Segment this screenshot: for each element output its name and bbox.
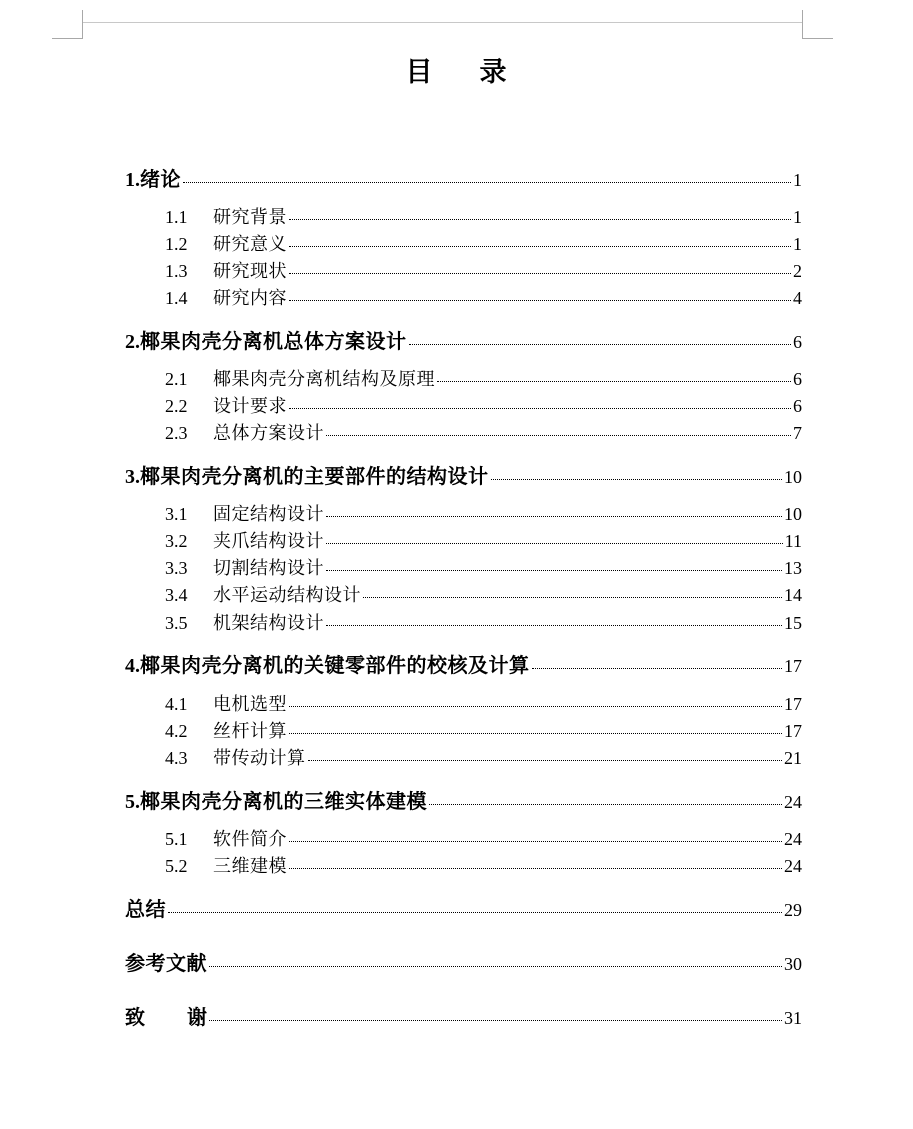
toc-page-number: 10 [784, 467, 802, 487]
toc-leader-dots [289, 245, 791, 247]
toc-label: 带传动计算 [213, 748, 306, 769]
toc-label: 丝杆计算 [213, 721, 287, 742]
toc-entry-4[interactable] [125, 649, 802, 678]
toc-label-char-2: 谢 [187, 1005, 207, 1029]
toc-page-number: 24 [784, 792, 802, 812]
toc-entry-2-3[interactable] [125, 419, 802, 445]
toc-number: 1. [125, 169, 140, 191]
toc-number: 3.1 [165, 504, 188, 524]
toc-label: 研究意义 [213, 234, 287, 255]
toc-page-number: 30 [784, 954, 802, 974]
toc-label: 椰果肉壳分离机总体方案设计 [140, 329, 407, 353]
toc-leader-dots [491, 478, 783, 480]
toc-label: 研究背景 [213, 207, 287, 228]
toc-leader-dots [289, 299, 791, 301]
toc-leader-dots [308, 759, 783, 761]
toc-entry-2-1[interactable] [125, 365, 802, 391]
toc-label-char-1: 致 [125, 1005, 145, 1029]
toc-page-number: 31 [784, 1008, 802, 1028]
toc-label: 参考文献 [125, 951, 207, 975]
toc-number: 4.3 [165, 748, 188, 768]
toc-number: 4.2 [165, 721, 188, 741]
toc-leader-dots [289, 705, 782, 707]
toc-leader-dots [437, 380, 791, 382]
toc-number: 1.2 [165, 234, 188, 254]
toc-leader-dots [289, 218, 791, 220]
toc-page-number: 17 [784, 721, 802, 741]
toc-leader-dots [209, 965, 782, 967]
toc-page-number: 13 [784, 558, 802, 578]
toc-number: 1.1 [165, 207, 188, 227]
toc-label: 研究现状 [213, 261, 287, 282]
toc-leader-dots [289, 840, 782, 842]
toc-entry-acknowledgements[interactable] [125, 1001, 802, 1030]
toc-leader-dots [289, 407, 791, 409]
toc-entry-3-4[interactable] [125, 581, 802, 607]
toc-entry-summary[interactable] [125, 893, 802, 922]
toc-entry-1-1[interactable] [125, 203, 802, 229]
toc-leader-dots [326, 624, 782, 626]
toc-entry-1[interactable] [125, 163, 802, 192]
page-title [0, 50, 913, 89]
toc-number: 5.1 [165, 829, 188, 849]
title-char-2: 录 [479, 57, 508, 88]
toc-label: 椰果肉壳分离机的关键零部件的校核及计算 [140, 653, 530, 677]
toc-leader-dots [363, 596, 782, 598]
toc-number: 5. [125, 791, 140, 813]
toc-label: 总结 [125, 897, 166, 921]
toc-number: 1.3 [165, 261, 188, 281]
toc-label: 研究内容 [213, 288, 287, 309]
toc-page-number: 29 [784, 900, 802, 920]
toc-label: 椰果肉壳分离机的主要部件的结构设计 [140, 464, 489, 488]
toc-entry-4-2[interactable] [125, 717, 802, 743]
toc-page-number: 6 [793, 369, 802, 389]
toc-number: 4. [125, 655, 140, 677]
toc-page-number: 17 [784, 656, 802, 676]
toc-leader-dots [409, 343, 792, 345]
toc-label: 绪论 [140, 167, 181, 191]
toc-entry-5-2[interactable] [125, 852, 802, 878]
toc-page-number: 14 [784, 585, 802, 605]
toc-label: 夹爪结构设计 [213, 531, 324, 552]
toc-page-number: 1 [793, 207, 802, 227]
crop-mark-right-horizontal [802, 38, 833, 39]
toc-leader-dots [289, 867, 782, 869]
toc-page-number: 7 [793, 423, 802, 443]
toc-page-number: 24 [784, 856, 802, 876]
toc-number: 2.2 [165, 396, 188, 416]
toc-entry-1-3[interactable] [125, 257, 802, 283]
toc-leader-dots [168, 911, 782, 913]
toc-entry-5[interactable] [125, 785, 802, 814]
toc-page-number: 15 [784, 613, 802, 633]
toc-page-number: 24 [784, 829, 802, 849]
crop-mark-left-horizontal [52, 38, 83, 39]
toc-entry-4-1[interactable] [125, 690, 802, 716]
toc-entry-3-3[interactable] [125, 554, 802, 580]
crop-mark-left-vertical [82, 10, 83, 39]
toc-page-number: 17 [784, 694, 802, 714]
toc-entry-3-5[interactable] [125, 609, 802, 635]
toc-label: 椰果肉壳分离机结构及原理 [213, 369, 435, 390]
toc-number: 3.4 [165, 585, 188, 605]
toc-page-number: 10 [784, 504, 802, 524]
toc-number: 2. [125, 331, 140, 353]
toc-label: 水平运动结构设计 [213, 585, 361, 606]
toc-number: 4.1 [165, 694, 188, 714]
toc-leader-dots [429, 803, 782, 805]
toc-page-number: 1 [793, 234, 802, 254]
toc-label: 固定结构设计 [213, 504, 324, 525]
crop-mark-right-vertical [802, 10, 803, 39]
toc-label [125, 1001, 207, 1030]
toc-entry-2[interactable] [125, 325, 802, 354]
toc-label: 软件简介 [213, 829, 287, 850]
toc-entry-3[interactable] [125, 460, 802, 489]
toc-label: 切割结构设计 [213, 558, 324, 579]
toc-leader-dots [326, 515, 782, 517]
toc-leader-dots [289, 272, 791, 274]
toc-leader-dots [183, 181, 791, 183]
toc-entry-references[interactable] [125, 947, 802, 976]
toc-number: 5.2 [165, 856, 188, 876]
toc-number: 2.1 [165, 369, 188, 389]
toc-number: 3. [125, 466, 140, 488]
toc-page-number: 2 [793, 261, 802, 281]
header-rule [83, 22, 802, 23]
toc-page-number: 6 [793, 332, 802, 352]
toc-page-number: 6 [793, 396, 802, 416]
toc-entry-5-1[interactable] [125, 825, 802, 851]
toc-number: 3.2 [165, 531, 188, 551]
toc-number: 3.5 [165, 613, 188, 633]
toc-leader-dots [532, 667, 783, 669]
toc-label: 机架结构设计 [213, 613, 324, 634]
toc-page-number: 11 [784, 531, 802, 551]
toc-label: 椰果肉壳分离机的三维实体建模 [140, 789, 427, 813]
toc-leader-dots [289, 732, 782, 734]
toc-page-number: 4 [793, 288, 802, 308]
toc-page-number: 21 [784, 748, 802, 768]
toc-label: 电机选型 [213, 694, 287, 715]
toc-label: 设计要求 [213, 396, 287, 417]
toc-entry-2-2[interactable] [125, 392, 802, 418]
toc-entry-1-2[interactable] [125, 230, 802, 256]
toc-page-number: 1 [793, 170, 802, 190]
toc-leader-dots [209, 1019, 782, 1021]
toc-label: 三维建模 [213, 856, 287, 877]
toc-leader-dots [326, 434, 791, 436]
toc-number: 2.3 [165, 423, 188, 443]
toc-entry-3-1[interactable] [125, 500, 802, 526]
toc-label: 总体方案设计 [213, 423, 324, 444]
toc-number: 1.4 [165, 288, 188, 308]
toc-entry-3-2[interactable] [125, 527, 802, 553]
toc-leader-dots [326, 569, 782, 571]
toc-entry-4-3[interactable] [125, 744, 802, 770]
title-char-1: 目 [405, 57, 434, 88]
toc-leader-dots [326, 542, 783, 544]
toc-entry-1-4[interactable] [125, 284, 802, 310]
toc-number: 3.3 [165, 558, 188, 578]
